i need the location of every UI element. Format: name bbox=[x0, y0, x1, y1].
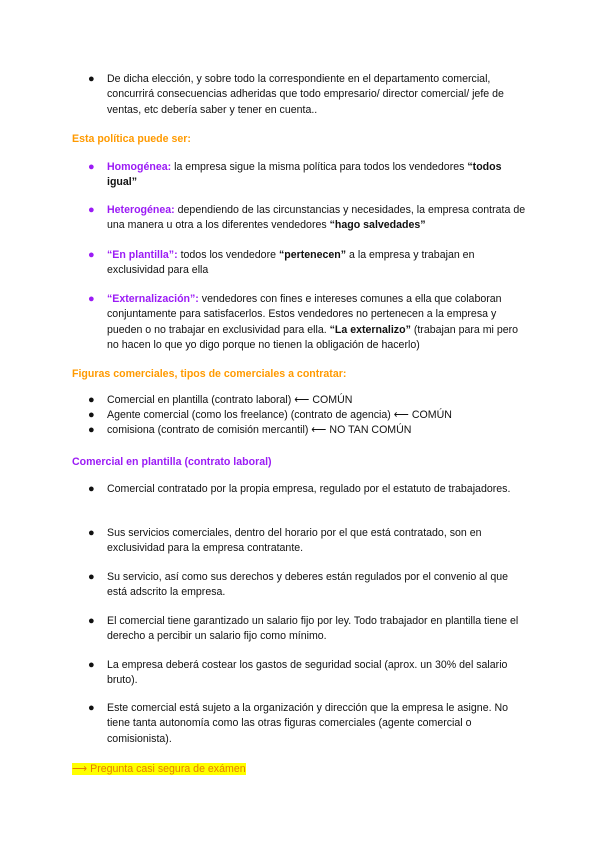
item-after: (trabajan para mi pero no hacen lo que yo digo porque no tienen la obligación de hacerlo) bbox=[107, 323, 519, 352]
bullet-icon: ● bbox=[88, 615, 95, 627]
item-bold: “todos igual” bbox=[107, 161, 502, 189]
term: “En plantilla”: bbox=[107, 249, 178, 261]
bullet-icon: ● bbox=[88, 483, 95, 495]
list-item-homogenea bbox=[88, 160, 527, 191]
bullet-icon: ● bbox=[88, 204, 95, 216]
exam-note bbox=[72, 762, 246, 777]
bullet-icon: ● bbox=[88, 571, 95, 583]
item-bold: “hago salvedades” bbox=[329, 219, 426, 232]
item-text: comisiona (contrato de comisión mercantil) ⟵ NO TAN COMÚN bbox=[107, 424, 412, 436]
list-item-plantilla bbox=[88, 614, 527, 645]
list-item-plantilla bbox=[88, 482, 527, 497]
bullet-icon: ● bbox=[88, 659, 95, 671]
item-text: vendedores con fines e intereses comunes a ella que colaboran conjuntamente para satisfacerlos. Estos vendedores no pertenecen a la empresa y pueden o no trabajar en exclusividad para ella. bbox=[107, 293, 502, 336]
bullet-icon: ● bbox=[88, 249, 95, 261]
bullet-icon: ● bbox=[88, 394, 95, 406]
list-item-figura bbox=[88, 393, 527, 408]
section-heading-plantilla: Comercial en plantilla (contrato laboral) bbox=[72, 456, 272, 468]
list-item-figura bbox=[88, 408, 527, 423]
item-text: Comercial contratado por la propia empresa, regulado por el estatuto de trabajadores. bbox=[107, 483, 511, 495]
intro-list-item bbox=[88, 72, 527, 118]
term: Heterogénea: bbox=[107, 204, 175, 216]
item-text: Su servicio, así como sus derechos y deberes están regulados por el convenio al que está adscrito la empresa. bbox=[107, 571, 509, 599]
item-text: Sus servicios comerciales, dentro del horario por el que está contratado, son en exclusividad para la empresa contratante. bbox=[107, 527, 482, 555]
bullet-icon: ● bbox=[88, 293, 95, 305]
intro-text: De dicha elección, y sobre todo la correspondiente en el departamento comercial, concurrirá consecuencias adheridas que todo empresario/ director comercial/ jefe de ventas, etc debería saber y tener en cuenta.. bbox=[107, 73, 504, 116]
bullet-icon: ● bbox=[88, 73, 95, 85]
list-item-heterogenea bbox=[88, 203, 527, 234]
item-bold: “pertenecen” bbox=[278, 249, 347, 261]
bullet-icon: ● bbox=[88, 424, 95, 436]
bullet-icon: ● bbox=[88, 702, 95, 714]
section-heading-politica: Esta política puede ser: bbox=[72, 133, 191, 145]
list-item-plantilla bbox=[88, 701, 527, 747]
item-bold: “La externalizo” bbox=[329, 323, 411, 336]
list-item-figura bbox=[88, 423, 527, 438]
item-text: todos los vendedore bbox=[177, 249, 279, 261]
bullet-icon: ● bbox=[88, 161, 95, 173]
list-item-plantilla bbox=[88, 570, 527, 601]
list-item-plantilla bbox=[88, 658, 527, 689]
term: Homogénea: bbox=[107, 161, 172, 173]
item-text: Este comercial está sujeto a la organización y dirección que la empresa le asigne. No tiene tanta autonomía como las otras figuras comerciales (agente comercial o comisionista). bbox=[107, 702, 509, 745]
bullet-icon: ● bbox=[88, 527, 95, 539]
section-heading-figuras: Figuras comerciales, tipos de comerciales a contratar: bbox=[72, 368, 347, 380]
item-text: la empresa sigue la misma política para todos los vendedores bbox=[171, 161, 468, 173]
list-item-externalizacion bbox=[88, 292, 527, 354]
item-after: a la empresa y trabajan en exclusividad para ella bbox=[107, 249, 475, 277]
list-item-en-plantilla bbox=[88, 248, 527, 279]
item-text: dependiendo de las circunstancias y necesidades, la empresa contrata de una manera u otra a los diferentes vendedores bbox=[107, 204, 526, 232]
term: “Externalización”: bbox=[107, 293, 199, 305]
exam-note-text: ⟶ Pregunta casi segura de exámen bbox=[72, 763, 246, 775]
bullet-icon: ● bbox=[88, 409, 95, 421]
item-text: El comercial tiene garantizado un salario fijo por ley. Todo trabajador en plantilla tiene el derecho a percibir un salario fijo como mínimo. bbox=[107, 615, 519, 643]
item-text: La empresa deberá costear los gastos de seguridad social (aprox. un 30% del salario bruto). bbox=[107, 659, 508, 687]
item-text: Comercial en plantilla (contrato laboral) ⟵ COMÚN bbox=[107, 394, 353, 406]
list-item-plantilla bbox=[88, 526, 527, 557]
item-text: Agente comercial (como los freelance) (contrato de agencia) ⟵ COMÚN bbox=[107, 409, 452, 421]
